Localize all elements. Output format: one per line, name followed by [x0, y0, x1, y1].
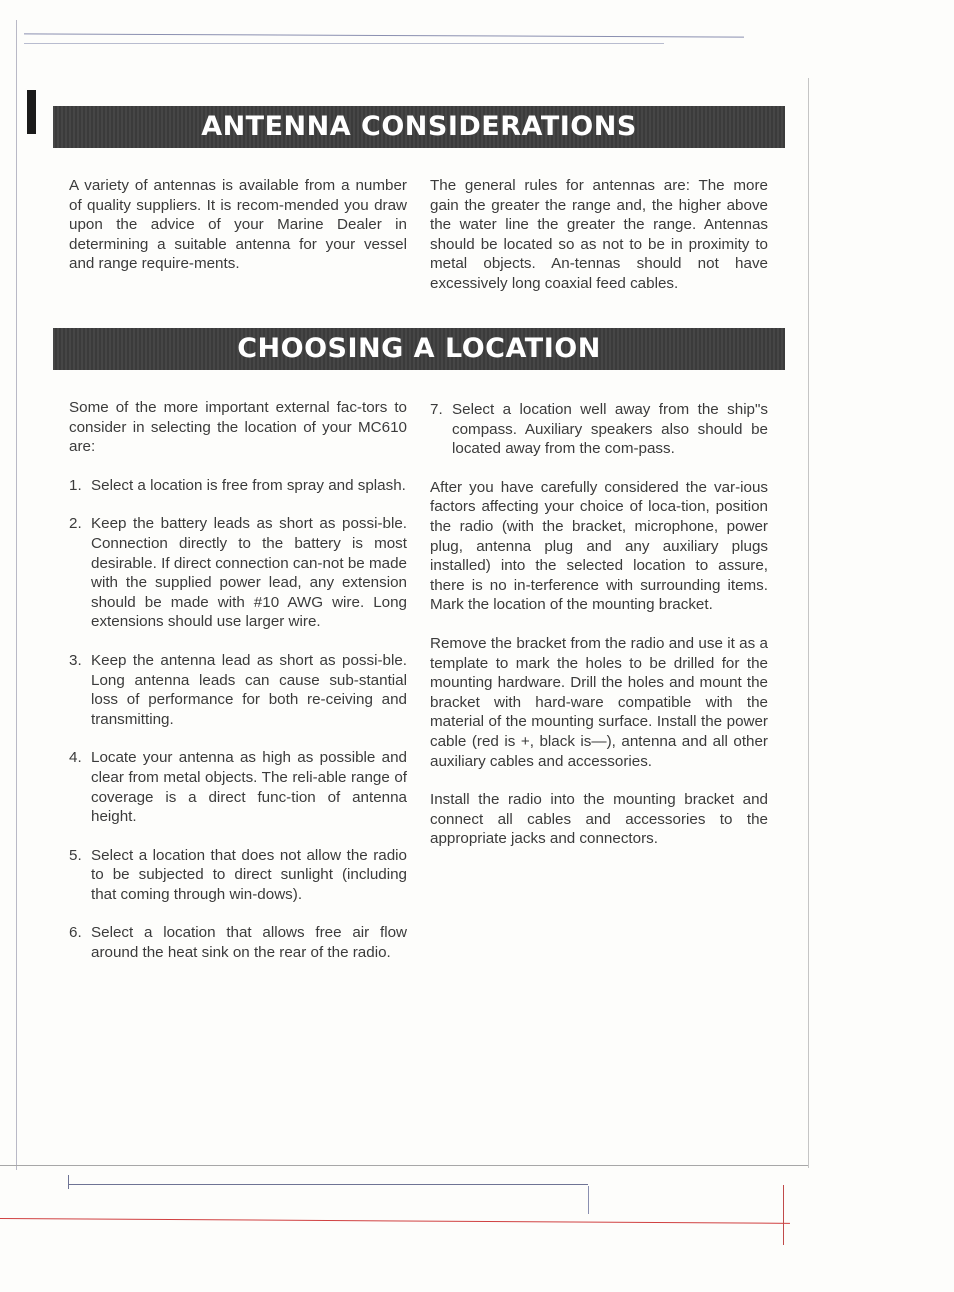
antenna-left-column — [69, 176, 407, 293]
list-item — [69, 923, 407, 962]
list-text: Locate your antenna as high as possible and clear from metal objects. The reli-able range of coverage is a direct func-tion of antenna height. — [91, 749, 407, 826]
list-item — [69, 846, 407, 905]
scan-edge-right — [808, 78, 809, 1168]
list-item — [69, 748, 407, 826]
location-paragraph-position: After you have carefully considered the var-ious factors affecting your choice of loca-tion, position the radio (with the bracket, microphone, power plug, antenna plug and any auxiliary plugs installed) into the selected location to assure, there is no in-terference with surrounding items. Mark the location of the mounting bracket. — [430, 478, 768, 614]
antenna-left-paragraph: A variety of antennas is available from a number of quality suppliers. It is recom-mended you draw upon the advice of your Marine Dealer in determining a suitable antenna for your vessel and range require-ments. — [69, 177, 407, 273]
list-text: Keep the battery leads as short as possi-ble. Connection directly to the battery is most desirable. If direct connection can-not be made with the supplied power lead, any extension should be made with #10 AWG wire. Long extensions should use larger wire. — [91, 515, 407, 631]
list-number: 5. — [69, 846, 82, 864]
list-number: 1. — [69, 476, 82, 494]
scan-edge-bottom-4 — [588, 1186, 589, 1214]
location-list — [69, 476, 407, 963]
list-item — [69, 476, 407, 496]
list-number: 6. — [69, 924, 82, 942]
antenna-right-column — [430, 176, 768, 313]
scan-edge-bottom — [0, 1165, 808, 1166]
scan-edge-bottom-3 — [68, 1175, 69, 1189]
scan-edge-top-2 — [24, 43, 664, 44]
scan-red-line-vert — [783, 1185, 784, 1245]
location-paragraph-bracket: Remove the bracket from the radio and use it as a template to mark the holes to be drilled for the mounting hardware. Drill the holes and mount the bracket with hard-ware compatible with the material of the mounting surface. Install the power cable (red is +, black is—), antenna and all other auxiliary cables and accessories. — [430, 634, 768, 770]
list-item — [430, 400, 768, 459]
location-paragraph-install: Install the radio into the mounting bracket and connect all cables and accessories to the appropriate jacks and connectors. — [430, 791, 768, 848]
scan-edge-top — [24, 33, 744, 37]
list-number: 3. — [69, 651, 82, 669]
scan-edge-bottom-2 — [68, 1184, 588, 1185]
list-item — [69, 514, 407, 632]
location-right-column — [430, 400, 768, 868]
location-intro: Some of the more important external fac-tors to consider in selecting the location of your MC610 are: — [69, 399, 407, 456]
list-number: 7. — [430, 401, 443, 418]
list-text: Select a location is free from spray and splash. — [91, 476, 406, 494]
section-title-location: CHOOSING A LOCATION — [53, 328, 785, 370]
list-item — [69, 651, 407, 729]
antenna-right-paragraph: The general rules for antennas are: The more gain the greater the range and, the higher above the water line the greater the range. Antennas should be located so as not to be in proximity to metal objects. An-tennas should not have excessively long coaxial feed cables. — [430, 177, 768, 292]
list-text: Select a location that allows free air flow around the heat sink on the rear of the radio. — [91, 924, 407, 962]
list-text: Select a location that does not allow the radio to be subjected to direct sunlight (including that coming through win-dows). — [91, 846, 407, 903]
list-text: Select a location well away from the ship"s compass. Auxiliary speakers also should be located away from the com-pass. — [452, 401, 768, 458]
location-left-column — [69, 398, 407, 982]
list-text: Keep the antenna lead as short as possi-ble. Long antenna leads can cause sub-stantial loss of performance for both re-ceiving and transmitting. — [91, 651, 407, 728]
list-number: 4. — [69, 749, 82, 767]
list-number: 2. — [69, 515, 82, 533]
location-list-continued — [430, 400, 768, 459]
margin-marker — [27, 90, 36, 134]
scan-edge-left — [16, 20, 17, 1170]
section-title-antenna: ANTENNA CONSIDERATIONS — [53, 106, 785, 148]
scan-red-line — [0, 1218, 790, 1224]
